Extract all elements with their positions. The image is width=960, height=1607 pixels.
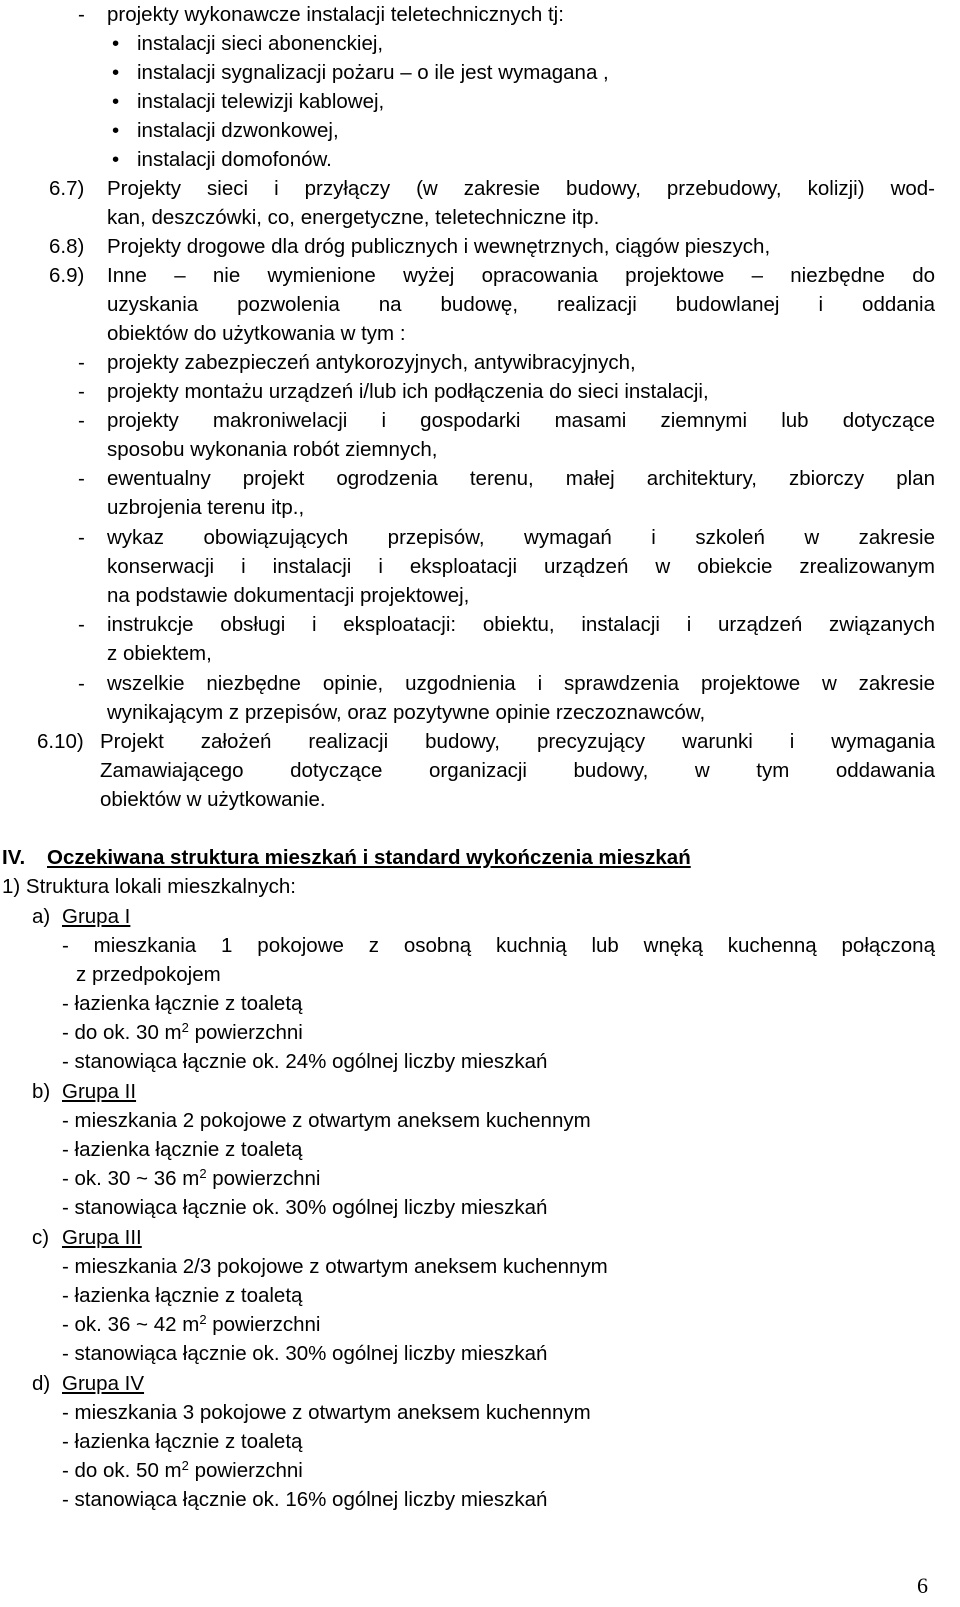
- list-item: sposobu wykonania robót ziemnych,: [107, 438, 438, 461]
- group-item: - łazienka łącznie z toaletą: [62, 992, 303, 1015]
- dash-marker: -: [78, 409, 85, 432]
- list-item: wykaz obowiązujących przepisów, wymagań i szkoleń w zakresie: [107, 526, 935, 549]
- group-item: - stanowiąca łącznie ok. 16% ogólnej liczby mieszkań: [62, 1488, 548, 1511]
- group-item: - stanowiąca łącznie ok. 30% ogólnej liczby mieszkań: [62, 1342, 548, 1365]
- group-item: - mieszkania 3 pokojowe z otwartym aneksem kuchennym: [62, 1401, 591, 1424]
- item-text: Zamawiającego dotyczące organizacji budowy, w tym oddawania: [100, 759, 935, 782]
- group-item: - mieszkania 2 pokojowe z otwartym aneksem kuchennym: [62, 1109, 591, 1132]
- superscript: 2: [199, 1166, 207, 1181]
- section-heading: Oczekiwana struktura mieszkań i standard wykończenia mieszkań: [47, 846, 691, 869]
- group-letter: a): [32, 905, 51, 928]
- list-item: instalacji sieci abonenckiej,: [137, 32, 384, 55]
- item-number: 6.10): [37, 730, 84, 753]
- item-text: kan, deszczówki, co, energetyczne, teletechniczne itp.: [107, 206, 600, 229]
- item-text: Projekty drogowe dla dróg publicznych i wewnętrznych, ciągów pieszych,: [107, 235, 771, 258]
- list-item: na podstawie dokumentacji projektowej,: [107, 584, 470, 607]
- section-number: IV.: [2, 846, 26, 869]
- group-item: - ok. 36 ~ 42 $m^2$ powierzchni: [62, 1312, 321, 1336]
- dash-marker: -: [78, 467, 85, 490]
- group-letter: c): [32, 1226, 50, 1249]
- dash-marker: -: [78, 613, 85, 636]
- group-letter: b): [32, 1080, 51, 1103]
- item-text: uzyskania pozwolenia na budowę, realizacji budowlanej i oddania: [107, 293, 935, 316]
- subsection-heading: 1) Struktura lokali mieszkalnych:: [2, 875, 296, 898]
- list-item: instalacji sygnalizacji pożaru – o ile jest wymagana ,: [137, 61, 609, 84]
- list-item: instalacji domofonów.: [137, 148, 332, 171]
- group-item: - łazienka łącznie z toaletą: [62, 1284, 303, 1307]
- group-heading: Grupa I: [62, 905, 131, 928]
- bullet-icon: •: [112, 32, 120, 55]
- group-heading: Grupa IV: [62, 1372, 145, 1395]
- group-heading: Grupa II: [62, 1080, 137, 1103]
- group-item: - stanowiąca łącznie ok. 30% ogólnej liczby mieszkań: [62, 1196, 548, 1219]
- item-text: obiektów do użytkowania w tym :: [107, 322, 406, 345]
- list-intro: projekty wykonawcze instalacji teletechnicznych tj:: [107, 3, 564, 26]
- group-item: - do ok. 30 $m^2$ powierzchni: [62, 1020, 303, 1044]
- superscript: 2: [181, 1458, 189, 1473]
- dash-marker: -: [78, 672, 85, 695]
- list-item: z obiektem,: [107, 642, 212, 665]
- list-item: projekty montażu urządzeń i/lub ich podłączenia do sieci instalacji,: [107, 380, 709, 403]
- bullet-icon: •: [112, 148, 120, 171]
- list-item: instalacji telewizji kablowej,: [137, 90, 385, 113]
- group-item: - stanowiąca łącznie ok. 24% ogólnej liczby mieszkań: [62, 1050, 548, 1073]
- list-item: wynikającym z przepisów, oraz pozytywne opinie rzeczoznawców,: [107, 701, 706, 724]
- list-item: instalacji dzwonkowej,: [137, 119, 339, 142]
- group-item: - do ok. 50 $m^2$ powierzchni: [62, 1458, 303, 1482]
- item-text: Inne – nie wymienione wyżej opracowania projektowe – niezbędne do: [107, 264, 935, 287]
- group-letter: d): [32, 1372, 51, 1395]
- item-text: obiektów w użytkowanie.: [100, 788, 326, 811]
- bullet-icon: •: [112, 61, 120, 84]
- dash-marker: -: [78, 3, 85, 26]
- item-text: Projekty sieci i przyłączy (w zakresie budowy, przebudowy, kolizji) wod-: [107, 177, 935, 200]
- group-item: - łazienka łącznie z toaletą: [62, 1430, 303, 1453]
- item-number: 6.9): [49, 264, 85, 287]
- superscript: 2: [181, 1020, 189, 1035]
- item-text: Projekt założeń realizacji budowy, precyzujący warunki i wymagania: [100, 730, 935, 753]
- group-item: - ok. 30 ~ 36 $m^2$ powierzchni: [62, 1166, 321, 1190]
- bullet-icon: •: [112, 119, 120, 142]
- item-number: 6.7): [49, 177, 85, 200]
- dash-marker: -: [78, 380, 85, 403]
- list-item: ewentualny projekt ogrodzenia terenu, małej architektury, zbiorczy plan: [107, 467, 935, 490]
- dash-marker: -: [78, 526, 85, 549]
- dash-marker: -: [78, 351, 85, 374]
- list-item: konserwacji i instalacji i eksploatacji urządzeń w obiekcie zrealizowanym: [107, 555, 935, 578]
- item-number: 6.8): [49, 235, 85, 258]
- page-number: 6: [917, 1573, 928, 1598]
- superscript: 2: [199, 1312, 207, 1327]
- list-item: instrukcje obsługi i eksploatacji: obiektu, instalacji i urządzeń związanych: [107, 613, 935, 636]
- list-item: projekty zabezpieczeń antykorozyjnych, antywibracyjnych,: [107, 351, 636, 374]
- group-heading: Grupa III: [62, 1226, 142, 1249]
- group-item: - łazienka łącznie z toaletą: [62, 1138, 303, 1161]
- list-item: projekty makroniwelacji i gospodarki masami ziemnymi lub dotyczące: [107, 409, 935, 432]
- list-item: wszelkie niezbędne opinie, uzgodnienia i sprawdzenia projektowe w zakresie: [107, 672, 935, 695]
- list-item: uzbrojenia terenu itp.,: [107, 496, 305, 519]
- group-item: - mieszkania 1 pokojowe z osobną kuchnią lub wnęką kuchenną połączoną: [62, 934, 935, 957]
- group-item: z przedpokojem: [76, 963, 221, 986]
- bullet-icon: •: [112, 90, 120, 113]
- group-item: - mieszkania 2/3 pokojowe z otwartym aneksem kuchennym: [62, 1255, 608, 1278]
